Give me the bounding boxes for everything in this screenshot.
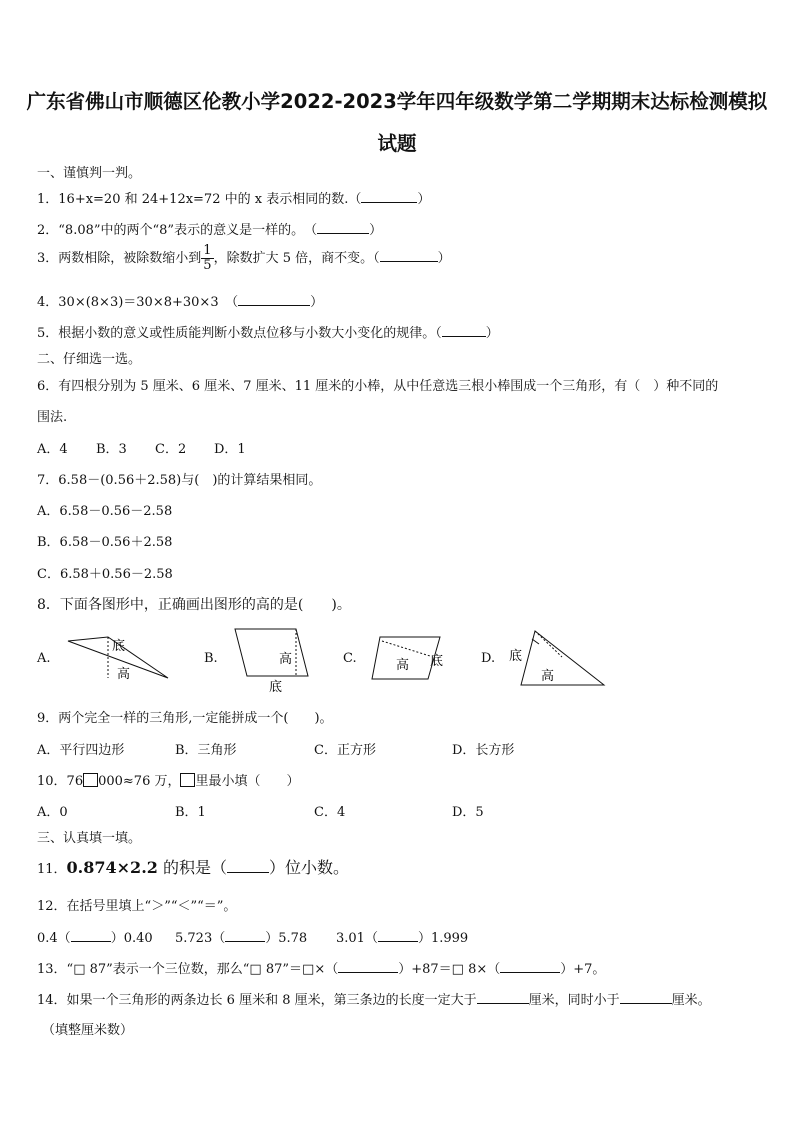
question-5: 5．根据小数的意义或性质能判断小数点位移与小数大小变化的规律。（ ） [37,326,499,341]
option-b[interactable]: B．3 [96,442,127,457]
answer-blank[interactable] [500,960,560,973]
answer-box-ref [180,773,195,787]
question-9: 9．两个完全一样的三角形,一定能拼成一个( )。 [37,711,333,726]
question-11: 11．0.874×2.2 的积是（ ）位小数。 [37,858,349,877]
answer-blank[interactable] [227,860,269,873]
fraction: $\frac{1}{5}$ [203,243,212,273]
height-label: 高 [396,658,410,673]
option-b[interactable]: B．三角形 [175,743,237,758]
figure-b-parallelogram [235,629,308,695]
figure-a-triangle [68,637,168,682]
answer-blank[interactable] [225,929,265,942]
question-8: 8．下面各图形中，正确画出图形的高的是( )。 [37,597,351,613]
base-label: 底 [430,654,444,669]
option-c[interactable]: C．正方形 [314,743,376,758]
base-label: 底 [112,639,126,654]
option-d[interactable]: D．长方形 [452,743,515,758]
height-label: 高 [117,667,131,682]
height-label: 高 [541,669,555,684]
compare-item-2: 5.723（ ）5.78 [175,931,308,946]
question-3: 3．两数相除，被除数缩小到 $\frac{1}{5}$ ，除数扩大 5 倍，商不变。（ ） [37,243,451,273]
option-d[interactable]: D．1 [214,442,246,457]
answer-box[interactable] [83,773,98,787]
page-title-cont: 试题 [377,132,417,155]
compare-item-1: 0.4（ ）0.40 [37,931,153,946]
question-14-note: （填整厘米数） [42,1023,134,1038]
question-10: 10．76 000≈76 万， 里最小填（ ） [37,774,300,789]
question-12: 12．在括号里填上“＞”“＜”“＝”。 [37,899,237,914]
option-b[interactable]: B．1 [175,805,206,820]
option-c[interactable]: C．2 [155,442,187,457]
question-13: 13．“□ 87”表示一个三位数，那么“□ 87”＝□×（ ）+87＝□ 8×（ ）+7。 [37,962,606,977]
answer-blank[interactable] [71,929,111,942]
option-a[interactable]: A. [37,651,51,666]
answer-blank[interactable] [378,929,418,942]
option-a[interactable]: A．6.58－0.56－2.58 [37,504,173,519]
question-2: 2．“8.08”中的两个“8”表示的意义是一样的。 （ ） [37,223,383,238]
option-b[interactable]: B. [204,651,218,666]
option-a[interactable]: A．平行四边形 [37,743,125,758]
option-c[interactable]: C. [343,651,357,666]
answer-blank[interactable] [338,960,398,973]
option-a[interactable]: A．0 [37,805,68,820]
answer-blank[interactable] [620,991,672,1004]
option-a[interactable]: A．4 [37,442,68,457]
answer-blank[interactable] [380,249,438,262]
option-d[interactable]: D．5 [452,805,484,820]
question-4: 4．30×(8×3)＝30×8+30×3 （ ） [37,295,324,310]
question-6-cont: 围法. [37,410,68,425]
section-heading-3: 三、认真填一填。 [37,831,142,846]
question-7: 7．6.58－(0.56＋2.58)与( )的计算结果相同。 [37,473,322,488]
question-1: 1．16+x=20 和 24+12x=72 中的 x 表示相同的数.（ ） [37,192,431,207]
answer-blank[interactable] [442,324,486,337]
base-label: 底 [509,649,523,664]
base-label: 底 [269,680,283,695]
answer-blank[interactable] [477,991,529,1004]
question-14: 14．如果一个三角形的两条边长 6 厘米和 8 厘米，第三条边的长度一定大于 厘米，同时小于 厘米。 [37,993,711,1008]
geometry-figures [60,628,620,698]
figure-c-parallelogram [372,637,443,679]
option-d[interactable]: D. [481,651,496,666]
section-heading-2: 二、仔细选一选。 [37,352,142,367]
compare-item-3: 3.01（ ）1.999 [336,931,469,946]
height-label: 高 [279,652,293,667]
page-title: 广东省佛山市顺德区伦教小学2022-2023学年四年级数学第二学期期末达标检测模拟 [26,90,768,113]
option-c[interactable]: C．4 [314,805,346,820]
answer-blank[interactable] [238,293,310,306]
question-6: 6．有四根分别为 5 厘米、6 厘米、7 厘米、11 厘米的小棒，从中任意选三根小棒围成一个三角形，有（ ）种不同的 [37,379,719,394]
answer-blank[interactable] [361,190,417,203]
option-b[interactable]: B．6.58－0.56＋2.58 [37,535,173,550]
section-heading-1: 一、谨慎判一判。 [37,166,142,181]
figure-d-triangle [509,631,604,685]
option-c[interactable]: C．6.58＋0.56－2.58 [37,567,173,582]
answer-blank[interactable] [317,221,369,234]
